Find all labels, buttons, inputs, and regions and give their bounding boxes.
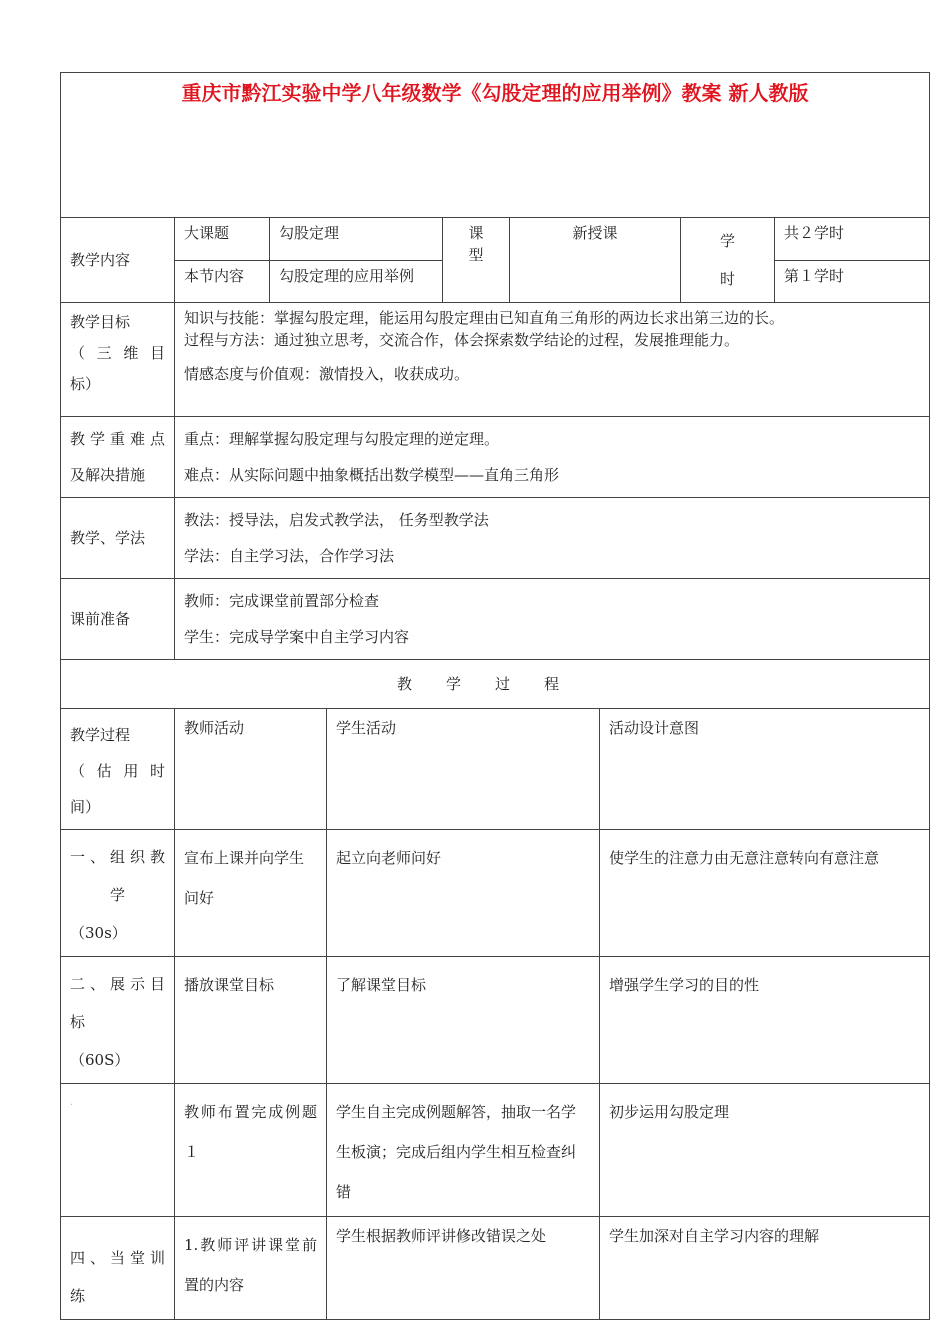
header-intent: 活动设计意图: [600, 709, 930, 830]
lesson-type-label-2: 型: [468, 246, 484, 264]
goal-process: 过程与方法：通过独立思考，交流合作，体会探索数学结论的过程，发展推理能力。: [184, 331, 740, 349]
teacher-activity: 宣布上课并向学生问好: [175, 830, 327, 957]
lesson-type-value: 新授课: [510, 218, 681, 303]
lesson-type-label: [443, 218, 510, 303]
table-row-stage: [61, 830, 175, 957]
difficulty-point: 难点：从实际问题中抽象概括出数学模型——直角三角形: [184, 466, 560, 484]
activity-intent: 增强学生学习的目的性: [600, 957, 930, 1084]
teaching-content-label: 教学内容: [61, 218, 175, 303]
process-section-title: [61, 660, 930, 709]
document-title: 重庆市黔江实验中学八年级数学《勾股定理的应用举例》教案 新人教版: [181, 81, 809, 105]
goals-label-2: （三维目: [70, 344, 165, 362]
key-points-label: [61, 417, 175, 498]
goals-label-3: 标）: [70, 375, 101, 393]
teaching-method: 教法：授导法，启发式教学法， 任务型教学法: [184, 511, 489, 529]
stage-line-2: 练: [70, 1287, 86, 1305]
header-student: 学生活动: [327, 709, 600, 830]
learning-method: 学法：自主学习法，合作学习法: [184, 547, 395, 565]
teacher-preparation: 教师：完成课堂前置部分检查: [184, 592, 380, 610]
stage-line-2: 学: [109, 886, 125, 904]
goal-knowledge: 知识与技能：掌握勾股定理，能运用勾股定理由已知直角三角形的两边长求出第三边的长。: [184, 309, 785, 327]
process-title-char-3: 过: [495, 675, 511, 693]
table-row-stage: [61, 1217, 175, 1320]
lesson-plan-table: [60, 72, 930, 1320]
stage-line-1: 二、展示目: [70, 975, 165, 993]
header-stage-3: 间）: [70, 798, 101, 816]
hours-label: [681, 218, 775, 303]
key-points-label-2: 及解决措施: [70, 466, 146, 484]
big-topic-value: 勾股定理: [270, 218, 443, 261]
hours-label-1: 学: [719, 232, 735, 250]
teacher-activity: 播放课堂目标: [175, 957, 327, 1084]
title-cell: [61, 73, 930, 218]
key-point: 重点：理解掌握勾股定理与勾股定理的逆定理。: [184, 430, 500, 448]
stray-mark: ·: [70, 1100, 74, 1111]
preparation-content: [175, 579, 930, 660]
activity-intent: 使学生的注意力由无意注意转向有意注意: [600, 830, 930, 957]
goals-label: [61, 303, 175, 417]
methods-label: 教学、学法: [61, 498, 175, 579]
activity-intent: 初步运用勾股定理: [600, 1084, 930, 1217]
teacher-activity: 教师布置完成例题１: [175, 1084, 327, 1217]
stage-line-3: （60S）: [70, 1051, 130, 1069]
stage-line-1: 四、当堂训: [70, 1249, 165, 1267]
section-label: 本节内容: [175, 260, 270, 303]
student-activity: 学生根据教师评讲修改错误之处: [327, 1217, 600, 1320]
lesson-plan-page: [60, 72, 929, 1320]
methods-content: [175, 498, 930, 579]
goals-label-1: 教学目标: [70, 313, 131, 331]
goals-content: [175, 303, 930, 417]
key-points-label-1: 教学重难点: [70, 430, 165, 448]
process-title-char-1: 教: [397, 675, 413, 693]
preparation-label: 课前准备: [61, 579, 175, 660]
student-preparation: 学生：完成导学案中自主学习内容: [184, 628, 410, 646]
stage-line-2: 标: [70, 1013, 86, 1031]
header-stage: [61, 709, 175, 830]
goal-attitude: 情感态度与价值观：激情投入，收获成功。: [184, 365, 470, 383]
student-activity: 了解课堂目标: [327, 957, 600, 1084]
big-topic-label: 大课题: [175, 218, 270, 261]
lesson-type-label-1: 课: [468, 224, 484, 242]
key-points-content: [175, 417, 930, 498]
current-hour: 第１学时: [775, 260, 930, 303]
section-value: 勾股定理的应用举例: [270, 260, 443, 303]
table-row-stage: [61, 957, 175, 1084]
total-hours: 共２学时: [775, 218, 930, 261]
header-stage-2: （估用时: [70, 762, 165, 780]
teacher-activity: 1.教师评讲课堂前置的内容: [175, 1217, 327, 1320]
student-activity: 起立向老师问好: [327, 830, 600, 957]
student-activity: 学生自主完成例题解答，抽取一名学生板演；完成后组内学生相互检查纠错: [327, 1084, 600, 1217]
process-title-char-2: 学: [446, 675, 462, 693]
hours-label-2: 时: [719, 270, 735, 288]
stage-line-3: （30s）: [70, 924, 127, 942]
header-stage-1: 教学过程: [70, 726, 131, 744]
header-teacher: 教师活动: [175, 709, 327, 830]
activity-intent: 学生加深对自主学习内容的理解: [600, 1217, 930, 1320]
stage-line-1: 一、组织教: [70, 848, 165, 866]
table-row-stage: [61, 1084, 175, 1217]
process-title-char-4: 程: [544, 675, 560, 693]
